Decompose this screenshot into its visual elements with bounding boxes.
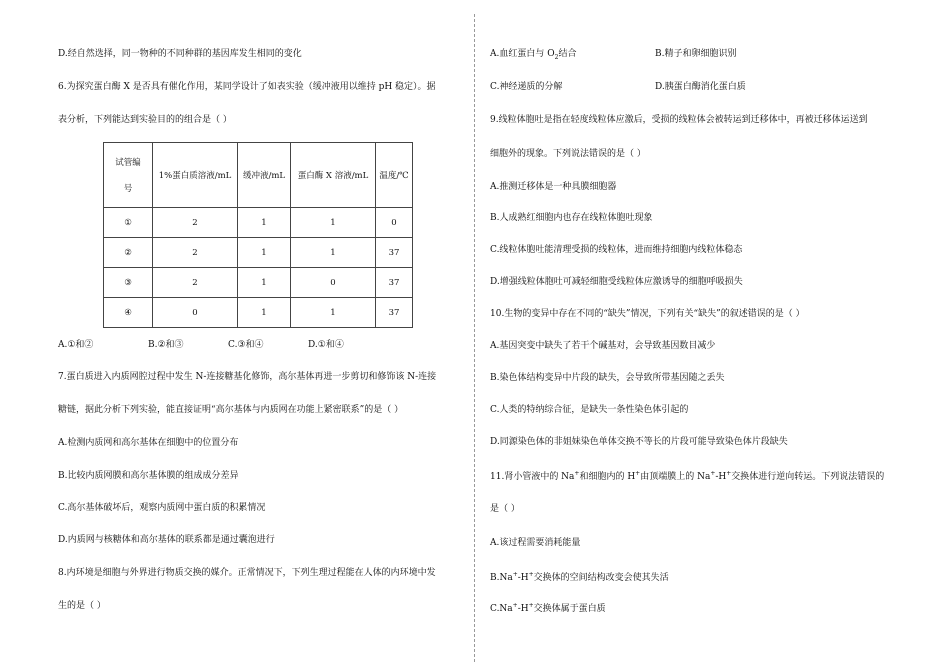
table-header-row (104, 143, 413, 208)
table-cell: ② (104, 238, 153, 268)
table-row (104, 268, 413, 298)
table-cell: 2 (153, 268, 238, 298)
q11-option-a: A.该过程需要消耗能量 (490, 538, 581, 548)
q10-stem: 10.生物的变异中存在不同的“缺失”情况，下列有关“缺失”的叙述错误的是（ ） (490, 309, 805, 319)
table-header-cell: 温度/℃ (376, 143, 413, 208)
table-cell: 1 (238, 238, 291, 268)
table-cell: 0 (376, 208, 413, 238)
table-cell: 37 (376, 268, 413, 298)
q10-option-b: B.染色体结构变异中片段的缺失，会导致所带基因随之丢失 (490, 373, 725, 383)
table-cell: 37 (376, 298, 413, 328)
table-cell: 1 (238, 298, 291, 328)
table-cell: 0 (153, 298, 238, 328)
table-cell: 1 (291, 238, 376, 268)
q9-option-d: D.增强线粒体胞吐可减轻细胞受线粒体应激诱导的细胞呼吸损失 (490, 277, 743, 287)
q9-stem-line2: 细胞外的现象。下列说法错误的是（ ） (490, 149, 646, 159)
table-cell: ① (104, 208, 153, 238)
q6-stem-line2: 表分析，下列能达到实验目的的组合是（ ） (58, 115, 232, 125)
table-header-cell: 试管编 号 (104, 143, 153, 208)
q11-stem-line2: 是（ ） (490, 504, 520, 514)
q6-option-c: C.③和④ (228, 340, 264, 350)
q8-option-d: D.胰蛋白酶消化蛋白质 (655, 82, 746, 92)
table-cell: 2 (153, 238, 238, 268)
q7-option-d: D.内质网与核糖体和高尔基体的联系都是通过囊泡进行 (58, 535, 275, 545)
column-divider (474, 14, 475, 662)
table-header-cell: 蛋白酶 X 溶液/mL (291, 143, 376, 208)
table-cell: 1 (291, 208, 376, 238)
q10-option-a: A.基因突变中缺失了若干个碱基对，会导致基因数目减少 (490, 341, 716, 351)
table-cell: ③ (104, 268, 153, 298)
q8-options-row1 (490, 48, 736, 64)
q9-option-c: C.线粒体胞吐能清理受损的线粒体，进而维持细胞内线粒体稳态 (490, 245, 743, 255)
table-cell: 1 (291, 298, 376, 328)
q6-options (58, 339, 344, 351)
q6-option-d: D.①和④ (308, 340, 344, 350)
table-row (104, 238, 413, 268)
q6-option-a: A.①和② (58, 340, 94, 350)
q7-stem-line1: 7.蛋白质进入内质网腔过程中发生 N-连接糖基化修饰，高尔基体再进一步剪切和修饰该 N-连接 (58, 372, 437, 382)
q11-stem-line1: 11.肾小管液中的 Na+和细胞内的 H+由顶端膜上的 Na+-H+交换体进行逆向转运。下列说法错误的 (490, 470, 885, 482)
q8-option-b: B.精子和卵细胞识别 (655, 49, 737, 59)
q7-option-b: B.比较内质网膜和高尔基体膜的组成成分差异 (58, 471, 239, 481)
table-header-cell: 缓冲液/mL (238, 143, 291, 208)
table-cell: 1 (238, 208, 291, 238)
q9-option-b: B.人成熟红细胞内也存在线粒体胞吐现象 (490, 213, 653, 223)
q10-option-c: C.人类的特纳综合征，是缺失一条性染色体引起的 (490, 405, 689, 415)
q8-option-a: A.血红蛋白与 $O_2$结合 (490, 49, 577, 61)
q7-option-a: A.检测内质网和高尔基体在细胞中的位置分布 (58, 438, 239, 448)
q8-stem-line2: 生的是（ ） (58, 601, 106, 611)
q7-stem-line2: 糖链，据此分析下列实验，能直接证明“高尔基体与内质网在功能上紧密联系”的是（ ） (58, 405, 404, 415)
q8-stem-line1: 8.内环境是细胞与外界进行物质交换的媒介。正常情况下，下列生理过程能在人体的内环境中发 (58, 568, 436, 578)
experiment-table (103, 142, 413, 328)
q5-option-d: D.经自然选择，同一物种的不同种群的基因库发生相同的变化 (58, 49, 302, 59)
table-row (104, 208, 413, 238)
table-cell: 1 (238, 268, 291, 298)
table-cell: 37 (376, 238, 413, 268)
q10-option-d: D.同源染色体的非姐妹染色单体交换不等长的片段可能导致染色体片段缺失 (490, 437, 788, 447)
table-cell: ④ (104, 298, 153, 328)
table-row (104, 298, 413, 328)
q8-options-row2 (490, 81, 746, 93)
table-cell: 0 (291, 268, 376, 298)
table-cell: 2 (153, 208, 238, 238)
q6-stem-line1: 6.为探究蛋白酶 X 是否具有催化作用，某同学设计了如表实验（缓冲液用以维持 pH 稳定）。据 (58, 82, 436, 92)
q6-option-b: B.②和③ (148, 340, 184, 350)
q8-option-c: C.神经递质的分解 (490, 82, 563, 92)
q11-option-c: C.Na+-H+交换体属于蛋白质 (490, 602, 606, 614)
q11-option-b: B.Na+-H+交换体的空间结构改变会使其失活 (490, 571, 669, 583)
q9-stem-line1: 9.线粒体胞吐是指在轻度线粒体应激后，受损的线粒体会被转运到迁移体中，再被迁移体运送到 (490, 115, 868, 125)
table-header-cell: 1%蛋白质溶液/mL (153, 143, 238, 208)
q9-option-a: A.推测迁移体是一种具膜细胞器 (490, 182, 617, 192)
q7-option-c: C.高尔基体破坏后，观察内质网中蛋白质的积累情况 (58, 503, 266, 513)
